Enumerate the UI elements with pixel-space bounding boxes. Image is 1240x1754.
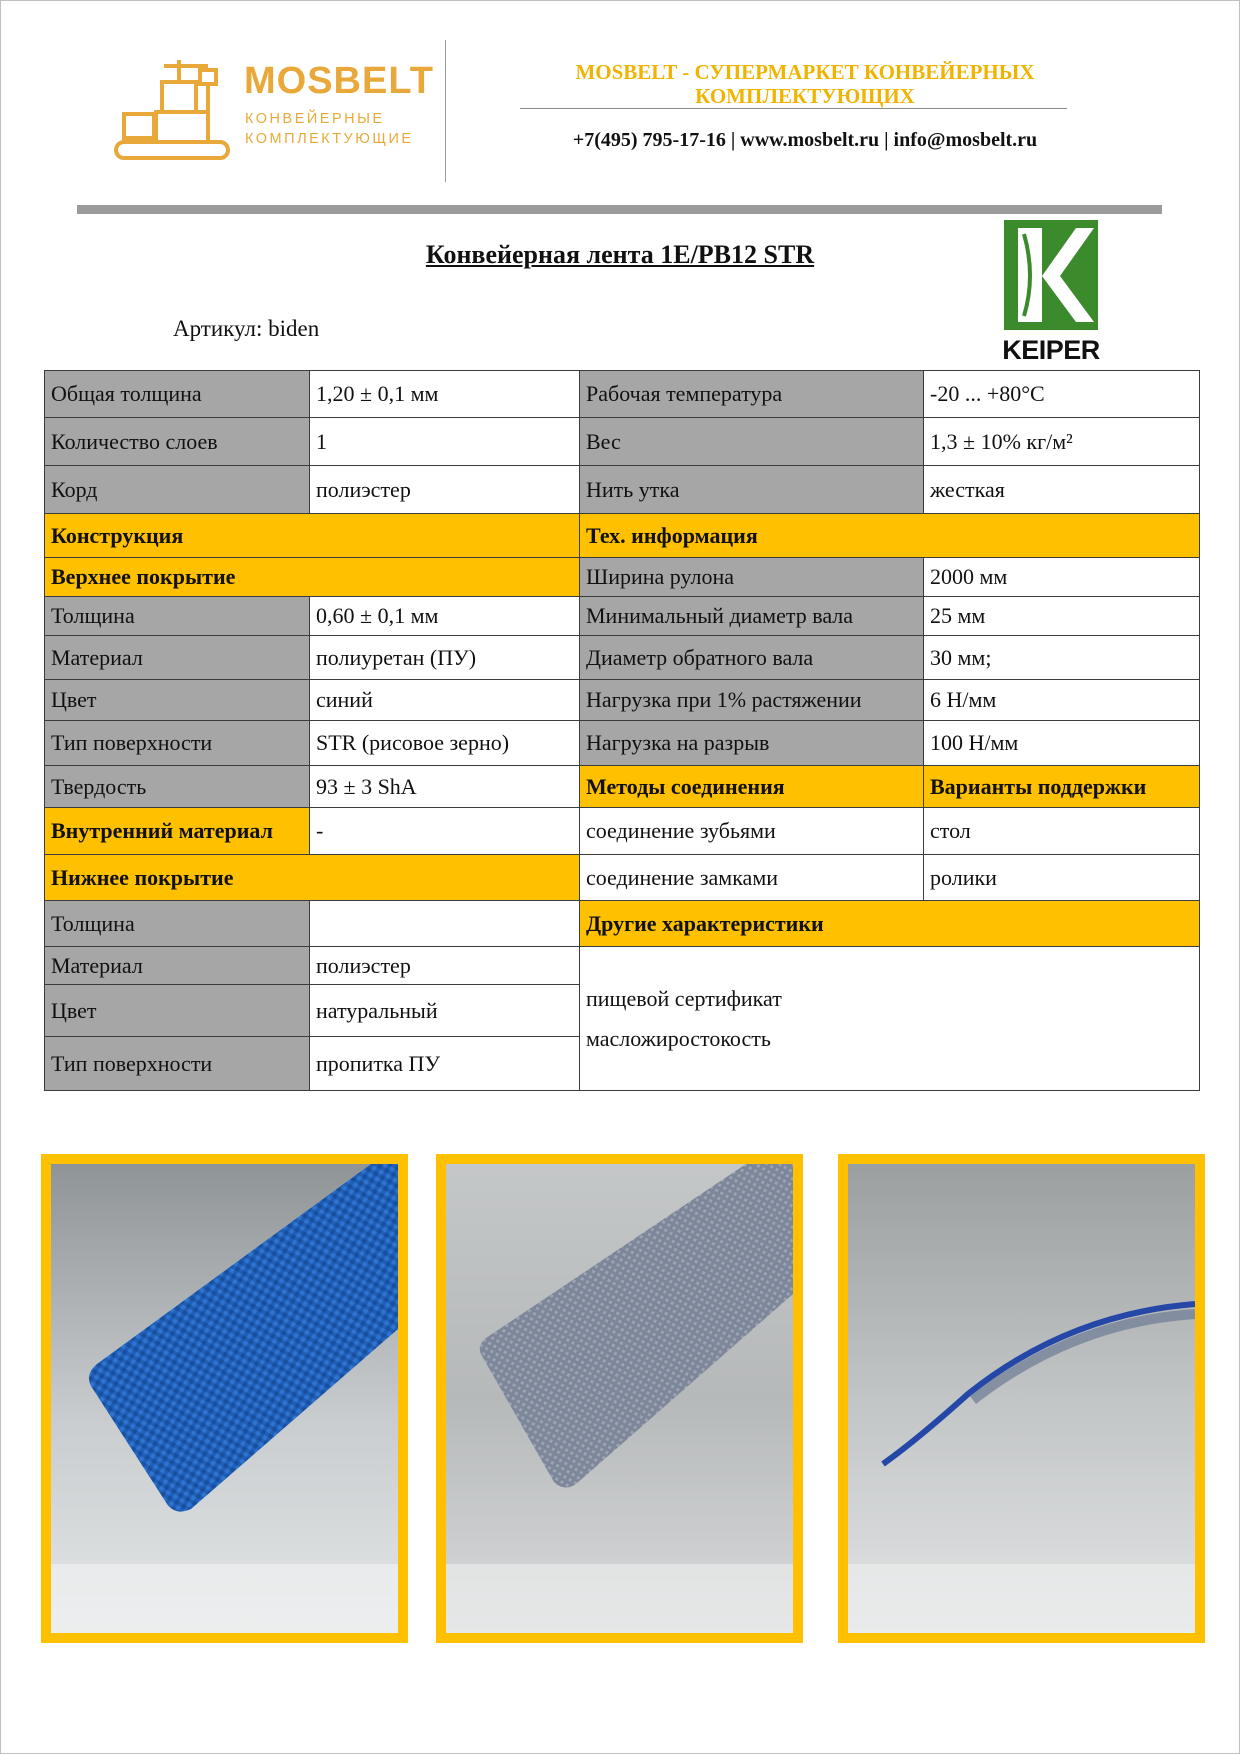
value-bottom-surface: пропитка ПУ xyxy=(309,1036,580,1091)
joining-methods-heading: Методы соединения xyxy=(579,765,924,808)
label-bottom-material: Материал xyxy=(44,946,310,985)
construction-heading: Конструкция xyxy=(44,513,580,558)
value-hardness: 93 ± 3 ShA xyxy=(309,765,580,808)
label-total-thickness: Общая толщина xyxy=(44,370,310,418)
header-title xyxy=(500,60,1110,108)
label-bottom-thickness: Толщина xyxy=(44,900,310,947)
document-title: Конвейерная лента 1E/PB12 STR xyxy=(425,240,815,269)
support-option-2: ролики xyxy=(923,854,1200,901)
value-top-thickness: 0,60 ± 0,1 мм xyxy=(309,596,580,636)
header-title-line-1: MOSBELT - СУПЕРМАРКЕТ КОНВЕЙЕРНЫХ xyxy=(575,60,1035,84)
spec-table xyxy=(44,370,1200,1091)
value-top-surface: STR (рисовое зерно) xyxy=(309,720,580,766)
tech-info-heading: Тех. информация xyxy=(579,513,1200,558)
label-weft: Нить утка xyxy=(579,465,924,514)
value-work-temp: -20 ... +80°C xyxy=(923,370,1200,418)
other-item-2: масложиростокость xyxy=(586,1025,771,1051)
value-bottom-color: натуральный xyxy=(309,984,580,1037)
label-top-color: Цвет xyxy=(44,679,310,721)
logo-subtitle xyxy=(245,109,414,149)
label-top-thickness: Толщина xyxy=(44,596,310,636)
photo-blue-top-surface xyxy=(41,1154,408,1643)
other-characteristics-list xyxy=(579,946,1200,1091)
support-option-1: стол xyxy=(923,807,1200,855)
top-cover-heading: Верхнее покрытие xyxy=(44,557,580,597)
label-hardness: Твердость xyxy=(44,765,310,808)
value-weight: 1,3 ± 10% кг/м² xyxy=(923,417,1200,466)
value-back-pulley: 30 мм; xyxy=(923,635,1200,680)
logo-sub-line-2: КОМПЛЕКТУЮЩИЕ xyxy=(245,131,414,147)
value-inner-material: - xyxy=(309,807,580,855)
other-characteristics-heading: Другие характеристики xyxy=(579,900,1200,947)
photo-belt-edge-profile xyxy=(838,1154,1205,1643)
value-bottom-material: полиэстер xyxy=(309,946,580,985)
label-bottom-color: Цвет xyxy=(44,984,310,1037)
label-back-pulley: Диаметр обратного вала xyxy=(579,635,924,680)
label-cord: Корд xyxy=(44,465,310,514)
join-method-1: соединение зубьями xyxy=(579,807,924,855)
value-layers: 1 xyxy=(309,417,580,466)
value-top-material: полиуретан (ПУ) xyxy=(309,635,580,680)
header-rule xyxy=(520,108,1067,109)
value-load-1pct: 6 Н/мм xyxy=(923,679,1200,721)
label-top-surface: Тип поверхности xyxy=(44,720,310,766)
value-cord: полиэстер xyxy=(309,465,580,514)
label-inner-material: Внутренний материал xyxy=(44,807,310,855)
join-method-2: соединение замками xyxy=(579,854,924,901)
support-options-heading: Варианты поддержки xyxy=(923,765,1200,808)
header-title-line-2: КОМПЛЕКТУЮЩИХ xyxy=(695,84,915,108)
value-bottom-thickness xyxy=(309,900,580,947)
value-min-pulley: 25 мм xyxy=(923,596,1200,636)
header-contacts[interactable]: +7(495) 795-17-16 | www.mosbelt.ru | info@mosbelt.ru xyxy=(572,129,1038,151)
value-roll-width: 2000 мм xyxy=(923,557,1200,597)
article-number: Артикул: biden xyxy=(173,316,320,341)
label-work-temp: Рабочая температура xyxy=(579,370,924,418)
label-top-material: Материал xyxy=(44,635,310,680)
keiper-brand-text: KEIPER xyxy=(1002,335,1100,365)
value-break-load: 100 Н/мм xyxy=(923,720,1200,766)
label-break-load: Нагрузка на разрыв xyxy=(579,720,924,766)
label-min-pulley: Минимальный диаметр вала xyxy=(579,596,924,636)
value-total-thickness: 1,20 ± 0,1 мм xyxy=(309,370,580,418)
value-top-color: синий xyxy=(309,679,580,721)
label-weight: Вес xyxy=(579,417,924,466)
value-weft: жесткая xyxy=(923,465,1200,514)
label-layers: Количество слоев xyxy=(44,417,310,466)
label-bottom-surface: Тип поверхности xyxy=(44,1036,310,1091)
keiper-logo xyxy=(1000,220,1102,366)
header-bar xyxy=(77,205,1162,214)
label-roll-width: Ширина рулона xyxy=(579,557,924,597)
photo-gray-bottom-surface xyxy=(436,1154,803,1643)
bottom-cover-heading: Нижнее покрытие xyxy=(44,854,580,901)
logo-name: MOSBELT xyxy=(244,60,434,102)
keiper-k-icon xyxy=(1004,220,1098,330)
other-item-1: пищевой сертификат xyxy=(586,985,782,1011)
logo-sub-line-1: КОНВЕЙЕРНЫЕ xyxy=(245,111,385,127)
label-load-1pct: Нагрузка при 1% растяжении xyxy=(579,679,924,721)
header-divider xyxy=(445,40,446,182)
